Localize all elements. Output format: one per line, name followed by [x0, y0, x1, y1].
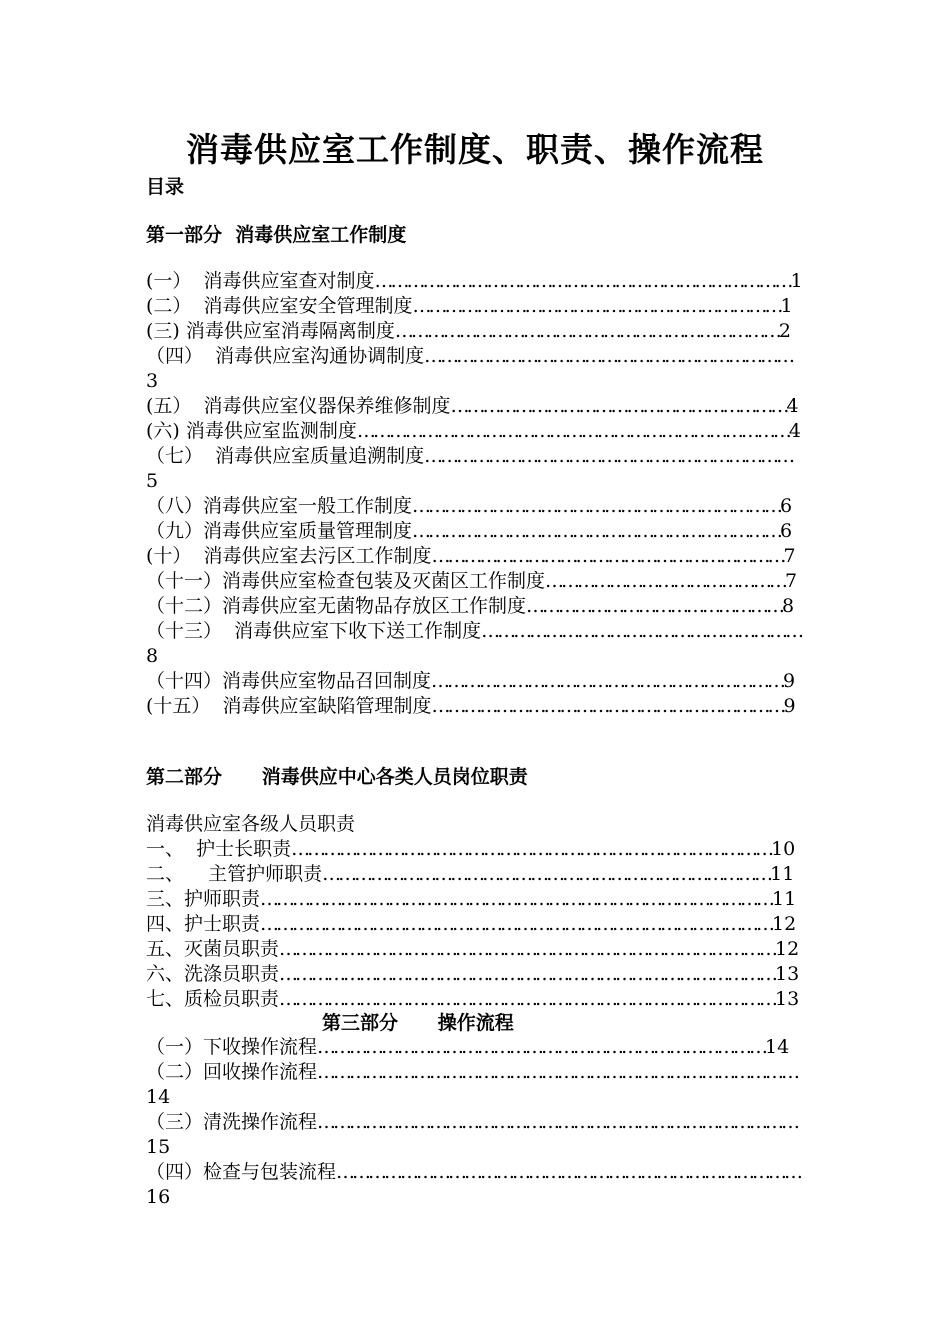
dot-leader: ……………………………………………………………: [412, 295, 781, 317]
dot-leader: ………………………………………………………………: [394, 320, 779, 342]
dot-leader: …………………………………………………………………………: [322, 863, 771, 885]
toc-entry: [146, 344, 792, 369]
toc-entry: [146, 1160, 800, 1185]
toc-entry: [146, 837, 795, 862]
dot-leader: ……………………………………………………………: [412, 495, 781, 517]
toc-entry: [146, 862, 794, 887]
toc-entry: [146, 494, 792, 519]
toc-entry-wrap: [146, 369, 158, 394]
toc-entry-label: 一、 护士长职责: [146, 838, 292, 860]
toc-entry-page-number: 8: [782, 595, 795, 617]
dot-leader: ……………………………………………………………: [424, 445, 793, 467]
toc-entry-page-number: 16: [146, 1186, 171, 1208]
toc-entry-label: （十二）消毒供应室无菌物品存放区工作制度: [146, 595, 527, 617]
toc-entry-page-number: 11: [772, 888, 797, 910]
toc-entry-label: （十一）消毒供应室检查包装及灭菌区工作制度: [146, 570, 546, 592]
toc-entry-page-number: 9: [783, 670, 796, 692]
toc-entry: [146, 594, 794, 619]
toc-entry-label: （十三） 消毒供应室下收下送工作制度: [146, 620, 482, 642]
toc-entry-page-number: 5: [146, 470, 159, 492]
dot-leader: ……………………………………………………………………………………: [260, 888, 773, 910]
toc-entry-label: （四）检查与包装流程: [146, 1161, 337, 1183]
toc-entry-label: 三、护师职责: [146, 888, 261, 910]
dot-leader: ……………………………………………………………………………………: [260, 913, 773, 935]
toc-entry-page-number: 9: [783, 695, 796, 717]
toc-entry: [146, 987, 799, 1012]
toc-entry-page-number: 6: [780, 495, 793, 517]
toc-entry: [146, 887, 796, 912]
part1-heading: 第一部分 消毒供应室工作制度: [146, 224, 407, 246]
dot-leader: …………………………………………………………………………: [317, 1036, 766, 1058]
toc-entry-label: (六) 消毒供应室监测制度: [146, 420, 357, 442]
toc-entry-label: （十四）消毒供应室物品召回制度: [146, 670, 432, 692]
toc-entry: [146, 394, 799, 419]
toc-entry-page-number: 7: [785, 570, 798, 592]
toc-entry-page-number: 13: [775, 963, 800, 985]
toc-entry-label: 六、洗涤员职责: [146, 963, 280, 985]
document-title: 消毒供应室工作制度、职责、操作流程: [186, 130, 764, 169]
toc-entry-label: （四） 消毒供应室沟通协调制度: [146, 345, 425, 367]
dot-leader: ……………………………………………………………………………: [336, 1161, 801, 1183]
toc-entry-page-number: 2: [778, 320, 791, 342]
toc-entry-page-number: 4: [788, 420, 801, 442]
toc-entry: [146, 619, 801, 644]
dot-leader: …………………………………………………………………………………: [279, 963, 776, 985]
toc-entry-label: （九）消毒供应室质量管理制度: [146, 520, 413, 542]
toc-entry-page-number: 8: [146, 645, 159, 667]
toc-entry: [146, 294, 793, 319]
toc-entry-page-number: 4: [786, 395, 799, 417]
toc-entry-page-number: 11: [770, 863, 795, 885]
toc-entry: [146, 569, 797, 594]
toc-entry-page-number: 1: [780, 295, 793, 317]
toc-entry-label: (三) 消毒供应室消毒隔离制度: [146, 320, 395, 342]
dot-leader: ………………………………………………………………………………: [317, 1111, 798, 1133]
toc-entry-wrap: [146, 644, 158, 669]
dot-leader: …………………………………………………………: [431, 545, 784, 567]
dot-leader: ……………………………………………………: [481, 620, 802, 642]
toc-entry-page-number: 3: [146, 370, 159, 392]
toc-entry: [146, 419, 801, 444]
dot-leader: …………………………………………………………: [431, 695, 784, 717]
toc-entry-wrap: [146, 469, 158, 494]
toc-entry-label: （七） 消毒供应室质量追溯制度: [146, 445, 425, 467]
part2-heading: 第二部分 消毒供应中心各类人员岗位职责: [146, 766, 528, 788]
dot-leader: …………………………………………………………………………………: [279, 988, 776, 1010]
toc-entry: [146, 962, 799, 987]
toc-entry-page-number: 6: [780, 520, 793, 542]
toc-entry: [146, 319, 791, 344]
dot-leader: ……………………………………………………………: [412, 520, 781, 542]
toc-entry: [146, 544, 796, 569]
dot-leader: ………………………………………………………………………: [356, 420, 789, 442]
toc-label: 目录: [146, 176, 185, 198]
toc-entry-label: （一）下收操作流程: [146, 1036, 318, 1058]
toc-entry-label: （二）回收操作流程: [146, 1061, 318, 1083]
dot-leader: ………………………………………………………………………………: [317, 1061, 798, 1083]
toc-entry-label: 五、灭菌员职责: [146, 938, 280, 960]
toc-entry-wrap: [146, 1185, 170, 1210]
toc-entry-page-number: 15: [146, 1136, 171, 1158]
toc-entry-label: 二、 主管护师职责: [146, 863, 323, 885]
toc-entry-label: （八）消毒供应室一般工作制度: [146, 495, 413, 517]
toc-entry-label: (二） 消毒供应室安全管理制度: [146, 295, 413, 317]
toc-entry: [146, 694, 796, 719]
toc-entry-page-number: 7: [783, 545, 796, 567]
dot-leader: ………………………………………………………: [450, 395, 787, 417]
dot-leader: …………………………………………………………………………………: [279, 938, 776, 960]
toc-entry-wrap: [146, 1085, 170, 1110]
toc-entry-label: (十） 消毒供应室去污区工作制度: [146, 545, 432, 567]
dot-leader: …………………………………………………………: [431, 670, 784, 692]
toc-entry-label: (十五） 消毒供应室缺陷管理制度: [146, 695, 432, 717]
toc-entry-page-number: 14: [146, 1086, 171, 1108]
dot-leader: ……………………………………………………………………: [374, 270, 791, 292]
toc-entry: [146, 269, 803, 294]
toc-entry: [146, 937, 799, 962]
toc-entry-label: (五） 消毒供应室仪器保养维修制度: [146, 395, 451, 417]
toc-entry: [146, 1035, 789, 1060]
toc-entry-page-number: 1: [790, 270, 803, 292]
toc-entry-page-number: 12: [772, 913, 797, 935]
dot-leader: …………………………………………: [526, 595, 783, 617]
toc-entry: [146, 1060, 797, 1085]
dot-leader: ……………………………………………………………: [424, 345, 793, 367]
toc-entry-page-number: 13: [775, 988, 800, 1010]
toc-entry-label: (一） 消毒供应室查对制度: [146, 270, 375, 292]
toc-entry-page-number: 10: [771, 838, 796, 860]
toc-entry-wrap: [146, 1135, 170, 1160]
dot-leader: ………………………………………: [545, 570, 786, 592]
part3-heading: 第三部分 操作流程: [322, 1012, 514, 1034]
toc-entry-label: 四、护士职责: [146, 913, 261, 935]
toc-entry: [146, 669, 795, 694]
toc-entry-label: 七、质检员职责: [146, 988, 280, 1010]
toc-entry-label: （三）清洗操作流程: [146, 1111, 318, 1133]
toc-entry-page-number: 14: [765, 1036, 790, 1058]
toc-entry: [146, 444, 792, 469]
toc-entry-page-number: 12: [775, 938, 800, 960]
part2-subheading: 消毒供应室各级人员职责: [146, 813, 356, 835]
toc-entry: [146, 1110, 797, 1135]
dot-leader: ………………………………………………………………………………: [291, 838, 772, 860]
toc-entry: [146, 519, 792, 544]
toc-entry: [146, 912, 796, 937]
